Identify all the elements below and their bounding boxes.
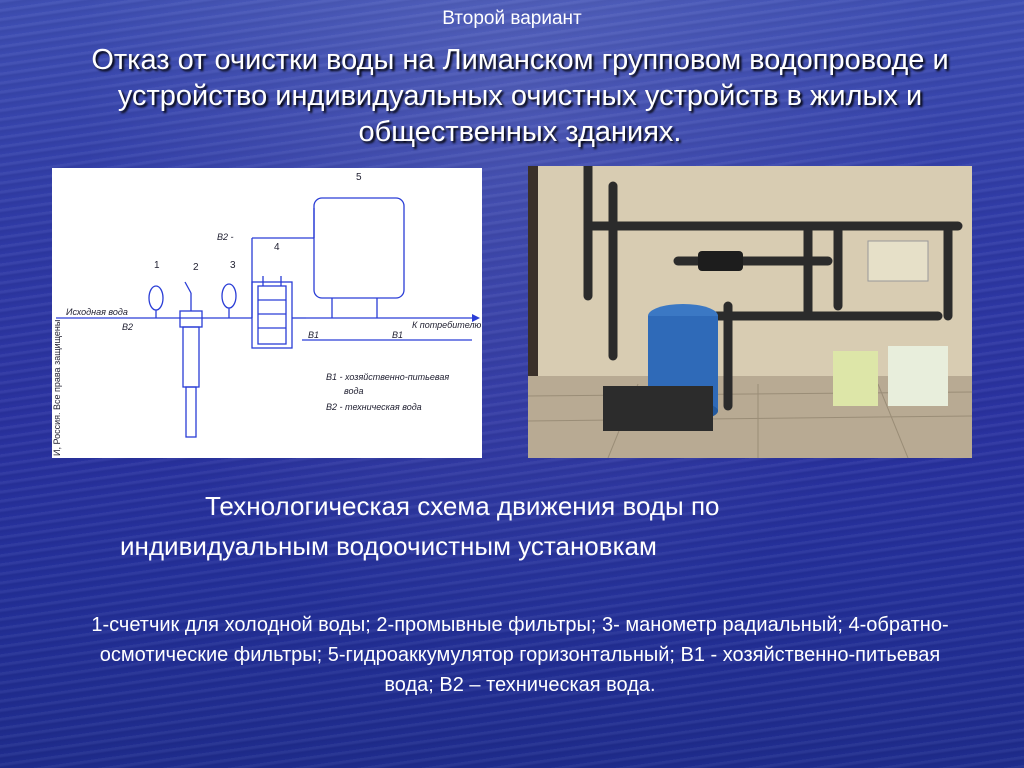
photo-svg [528, 166, 972, 458]
number-5: 5 [356, 172, 362, 183]
number-2: 2 [193, 262, 199, 273]
legend-line-1b: вода [344, 386, 364, 396]
manometer-icon [222, 284, 236, 308]
accumulator-tank [314, 198, 404, 298]
slide-subtitle: Второй вариант [442, 8, 582, 29]
side-copyright: И, Россия. Все права защищены [52, 319, 62, 456]
diagram-svg [52, 168, 482, 458]
filter-body [180, 311, 202, 327]
label-b2-top: В2 - [217, 232, 234, 242]
label-b1-left: В1 [308, 330, 320, 340]
slide-title: Отказ от очистки воды на Лиманском групповом водопроводе и устройство индивидуальных очистных устройств в жилых и общественных зданиях. [91, 44, 949, 148]
number-1: 1 [154, 260, 160, 271]
technical-diagram [52, 168, 482, 458]
components-legend: 1-счетчик для холодной воды; 2-промывные фильтры; 3- манометр радиальный; 4-обратно-осмотические фильтры; 5-гидроаккумулятор горизонтальный; В1 - хозяйственно-питьевая вода; В2 – техническая вода. [91, 614, 949, 696]
number-4: 4 [274, 242, 280, 253]
diagram-caption: Технологическая схема движения воды по индивидуальным водоочистным установкам [120, 491, 720, 561]
label-b2-left: В2 [122, 322, 134, 332]
legend-line-2: В2 - техническая вода [326, 402, 422, 412]
meter-icon [149, 286, 163, 310]
equipment-photo [528, 166, 972, 458]
legend-line-1: В1 - хозяйственно-питьевая [326, 372, 450, 382]
label-to-consumer: К потребителю [412, 320, 482, 330]
label-inflow: Исходная вода [66, 307, 128, 317]
label-b1-right: В1 [392, 330, 404, 340]
number-3: 3 [230, 260, 236, 271]
